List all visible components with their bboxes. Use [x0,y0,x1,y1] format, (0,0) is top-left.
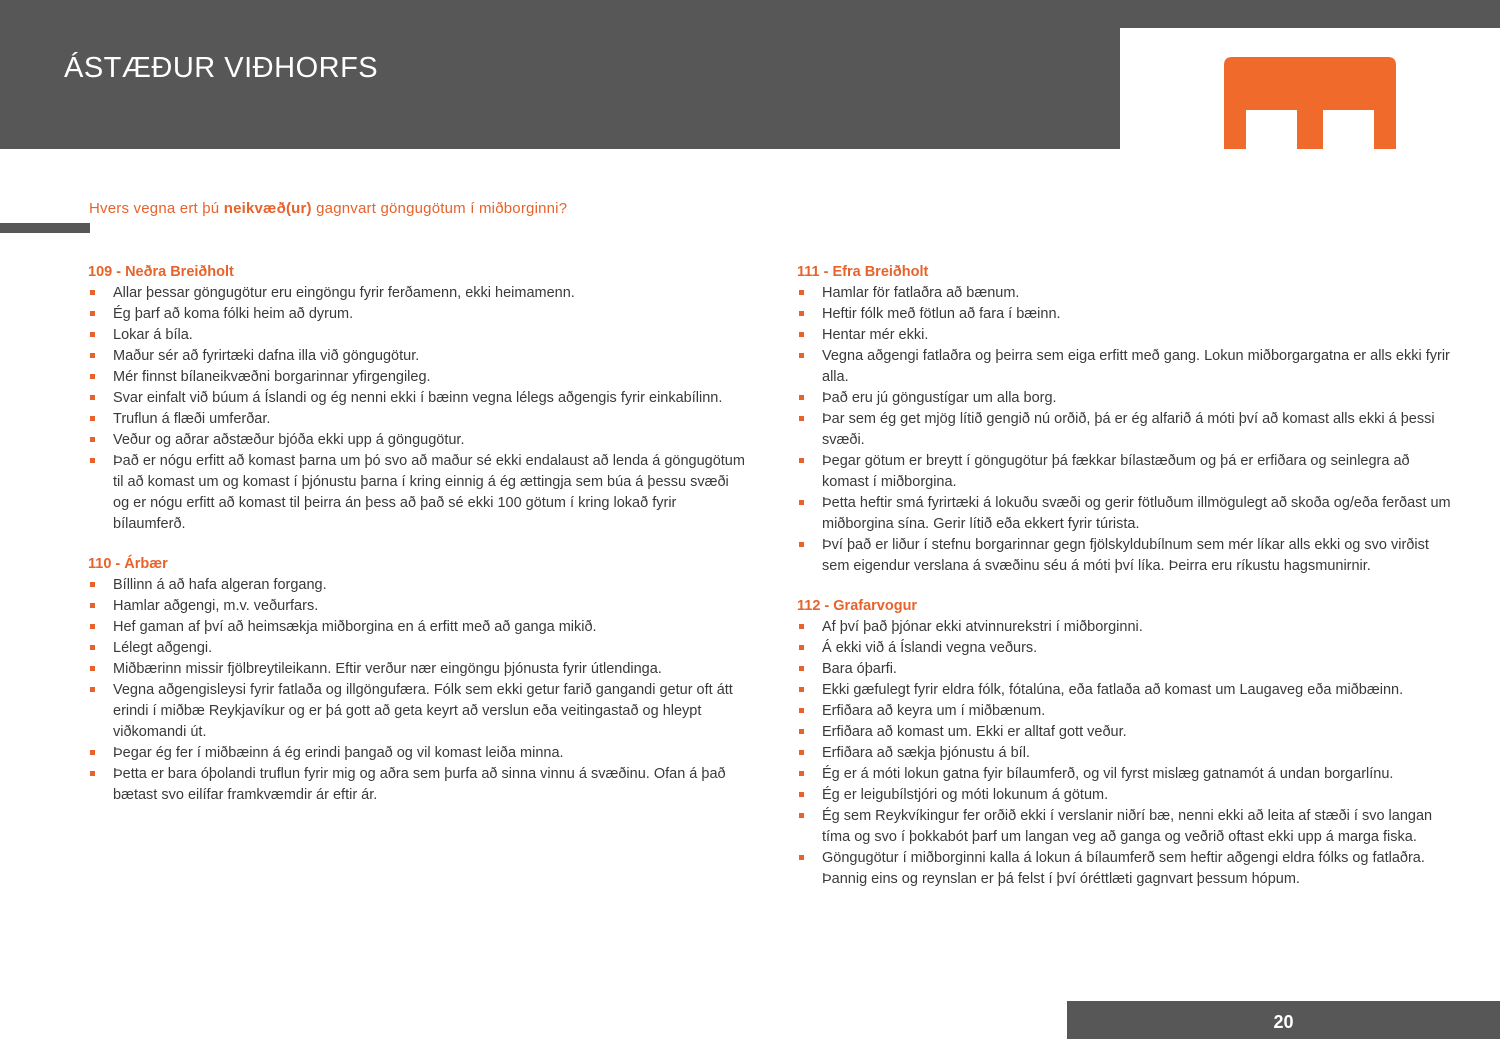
square-bullet-icon [90,353,95,358]
square-bullet-icon [90,374,95,379]
list-item-text: Af því það þjónar ekki atvinnurekstri í miðborginni. [822,619,1143,635]
list-item [797,785,1459,806]
list-item-text: Lokar á bíla. [113,327,193,343]
list-item-text: Ég er leigubílstjóri og móti lokunum á götum. [822,787,1109,803]
section-title: 109 - Neðra Breiðholt [88,264,234,280]
question-text-before: Hvers vegna ert þú [89,200,224,217]
list-item [88,659,748,680]
list-item [88,764,748,806]
list-item [797,409,1459,451]
square-bullet-icon [90,437,95,442]
list-item [88,325,748,346]
list-item-text: Erfiðara að keyra um í miðbænum. [822,703,1046,719]
list-item-text: Lélegt aðgengi. [113,640,213,656]
accent-bar [0,223,90,233]
square-bullet-icon [90,395,95,400]
question-text-after: gagnvart göngugötum í miðborginni? [311,200,568,217]
square-bullet-icon [90,416,95,421]
list-item [88,367,748,388]
list-item [797,764,1459,785]
list-item-text: Vegna aðgengi fatlaðra og þeirra sem eiga erfitt með gang. Lokun miðborgargatna er alls ekki fyrir alla. [822,348,1450,385]
list-item-text: Þetta er bara óþolandi truflun fyrir mig og aðra sem þurfa að sinna vinnu á svæðinu. Ofan á það bætast svo eilífar framkvæmdir ár eftir ár. [113,766,726,803]
square-bullet-icon [799,416,804,421]
list-item-text: Ekki gæfulegt fyrir eldra fólk, fótalúna, eða fatlaða að komast um Laugaveg eða miðbæinn. [822,682,1404,698]
square-bullet-icon [90,603,95,608]
list-item-text: Ég þarf að koma fólki heim að dyrum. [113,306,354,322]
list-item-text: Heftir fólk með fötlun að fara í bæinn. [822,306,1061,322]
list-item [797,743,1459,764]
square-bullet-icon [799,542,804,547]
list-item [88,617,748,638]
list-item-text: Hamlar aðgengi, m.v. veðurfars. [113,598,319,614]
list-item [797,304,1459,325]
orange-arch-logo-icon [1224,57,1396,149]
page-number-box [1067,1001,1500,1039]
square-bullet-icon [799,792,804,797]
response-list [88,575,748,806]
left-column [88,262,748,825]
list-item [88,680,748,743]
list-item [797,325,1459,346]
page-number: 20 [1273,1012,1294,1032]
square-bullet-icon [799,332,804,337]
list-item-text: Maður sér að fyrirtæki dafna illa við göngugötur. [113,348,420,364]
section-title: 110 - Árbær [88,556,168,572]
right-column [797,262,1459,909]
list-item-text: Svar einfalt við búum á Íslandi og ég nenni ekki í bæinn vegna lélegs aðgengis fyrir einkabílinn. [113,390,723,406]
square-bullet-icon [90,458,95,463]
list-item-text: Miðbærinn missir fjölbreytileikann. Eftir verður nær eingöngu þjónusta fyrir útlendinga. [113,661,662,677]
list-item [88,304,748,325]
list-item-text: Hentar mér ekki. [822,327,929,343]
square-bullet-icon [799,708,804,713]
list-item [797,388,1459,409]
page-title: ÁSTÆÐUR VIÐHORFS [64,52,379,84]
response-list [797,617,1459,890]
square-bullet-icon [90,750,95,755]
section-title: 112 - Grafarvogur [797,598,918,614]
list-item-text: Þegar ég fer í miðbæinn á ég erindi þangað og vil komast leiða minna. [113,745,564,761]
square-bullet-icon [90,311,95,316]
square-bullet-icon [90,666,95,671]
response-section [88,262,748,535]
list-item [88,743,748,764]
list-item [88,575,748,596]
list-item-text: Hamlar för fatlaðra að bænum. [822,285,1020,301]
list-item [88,346,748,367]
square-bullet-icon [799,290,804,295]
list-item [797,806,1459,848]
square-bullet-icon [799,624,804,629]
square-bullet-icon [799,500,804,505]
list-item [797,451,1459,493]
list-item [88,409,748,430]
list-item [797,659,1459,680]
list-item [797,722,1459,743]
list-item-text: Þegar götum er breytt í göngugötur þá fækkar bílastæðum og þá er erfiðara og seinlegra að komast í miðborgina. [822,453,1410,490]
list-item [797,680,1459,701]
response-section [88,554,748,806]
list-item [797,346,1459,388]
square-bullet-icon [799,855,804,860]
survey-question [89,200,567,217]
list-item [88,596,748,617]
square-bullet-icon [799,645,804,650]
response-section [797,596,1459,890]
square-bullet-icon [90,582,95,587]
list-item [88,451,748,535]
question-emphasis: neikvæð(ur) [223,200,312,217]
list-item-text: Vegna aðgengisleysi fyrir fatlaða og illgöngufæra. Fólk sem ekki getur farið gangandi getur oft átt erindi í miðbæ Reykjavíkur og er þá gott að geta keyrt að verslun eða veitingastað og hleypt viðkomandi út. [113,682,733,740]
list-item-text: Hef gaman af því að heimsækja miðborgina en á erfitt með að ganga mikið. [113,619,597,635]
list-item [88,388,748,409]
square-bullet-icon [799,729,804,734]
list-item-text: Bara óþarfi. [822,661,897,677]
square-bullet-icon [90,771,95,776]
square-bullet-icon [799,771,804,776]
list-item-text: Ég sem Reykvíkingur fer orðið ekki í verslanir niðrí bæ, nenni ekki að leita af stæði í svo langan tíma og svo í þokkabót þarf um langan veg að ganga og veðrið oftast ekki upp á marga fiska. [822,808,1433,845]
list-item [797,283,1459,304]
list-item [797,493,1459,535]
response-section [797,262,1459,577]
square-bullet-icon [799,353,804,358]
response-list [797,283,1459,577]
square-bullet-icon [90,645,95,650]
list-item [797,638,1459,659]
list-item-text: Allar þessar göngugötur eru eingöngu fyrir ferðamenn, ekki heimamenn. [113,285,575,301]
list-item-text: Á ekki við á Íslandi vegna veðurs. [822,640,1038,656]
list-item [88,638,748,659]
response-list [88,283,748,535]
square-bullet-icon [799,813,804,818]
list-item [797,701,1459,722]
list-item-text: Truflun á flæði umferðar. [113,411,271,427]
list-item-text: Erfiðara að sækja þjónustu á bíl. [822,745,1030,761]
list-item [797,617,1459,638]
list-item-text: Veður og aðrar aðstæður bjóða ekki upp á göngugötur. [113,432,465,448]
list-item [88,283,748,304]
square-bullet-icon [799,687,804,692]
square-bullet-icon [799,458,804,463]
logo-container [1120,28,1500,149]
list-item [797,535,1459,577]
list-item-text: Þetta heftir smá fyrirtæki á lokuðu svæði og gerir fötluðum illmögulegt að skoða og/eða ferðast um miðborgina sína. Gerir lítið eða ekkert fyrir túrista. [822,495,1451,532]
list-item-text: Það eru jú göngustígar um alla borg. [822,390,1057,406]
section-title: 111 - Efra Breiðholt [797,264,929,280]
list-item-text: Bíllinn á að hafa algeran forgang. [113,577,327,593]
list-item-text: Því það er liður í stefnu borgarinnar gegn fjölskyldubílnum sem mér líkar alls ekki og svo virðist sem eigendur verslana á svæðinu séu á móti því líka. Þeirra eru ríkustu hagsmunirnir. [822,537,1429,574]
list-item-text: Mér finnst bílaneikvæðni borgarinnar yfirgengileg. [113,369,431,385]
square-bullet-icon [799,395,804,400]
square-bullet-icon [799,311,804,316]
list-item-text: Þar sem ég get mjög lítið gengið nú orðið, þá er ég alfarið á móti því að komast alls ekki á þessi svæði. [822,411,1435,448]
square-bullet-icon [90,624,95,629]
list-item-text: Göngugötur í miðborginni kalla á lokun á bílaumferð sem heftir aðgengi eldra fólks og fatlaðra. Þannig eins og reynslan er þá felst í því óréttlæti gagnvart þessum hópum. [822,850,1425,887]
list-item-text: Erfiðara að komast um. Ekki er alltaf gott veður. [822,724,1127,740]
list-item-text: Ég er á móti lokun gatna fyir bílaumferð, og vil fyrst mislæg gatnamót á undan borgarlínu. [822,766,1394,782]
square-bullet-icon [90,687,95,692]
list-item [797,848,1459,890]
list-item [88,430,748,451]
square-bullet-icon [90,290,95,295]
square-bullet-icon [799,750,804,755]
square-bullet-icon [90,332,95,337]
list-item-text: Það er nógu erfitt að komast þarna um þó svo að maður sé ekki endalaust að lenda á göngugötum til að komast um og komast í þjónustu þarna í kring einnig á ég ættingja sem búa á þessu svæði og er nógu erfitt að komast til þeirra án þess að það sé ekki 100 götum í kring lokað fyrir bílaumferð. [113,453,745,532]
square-bullet-icon [799,666,804,671]
